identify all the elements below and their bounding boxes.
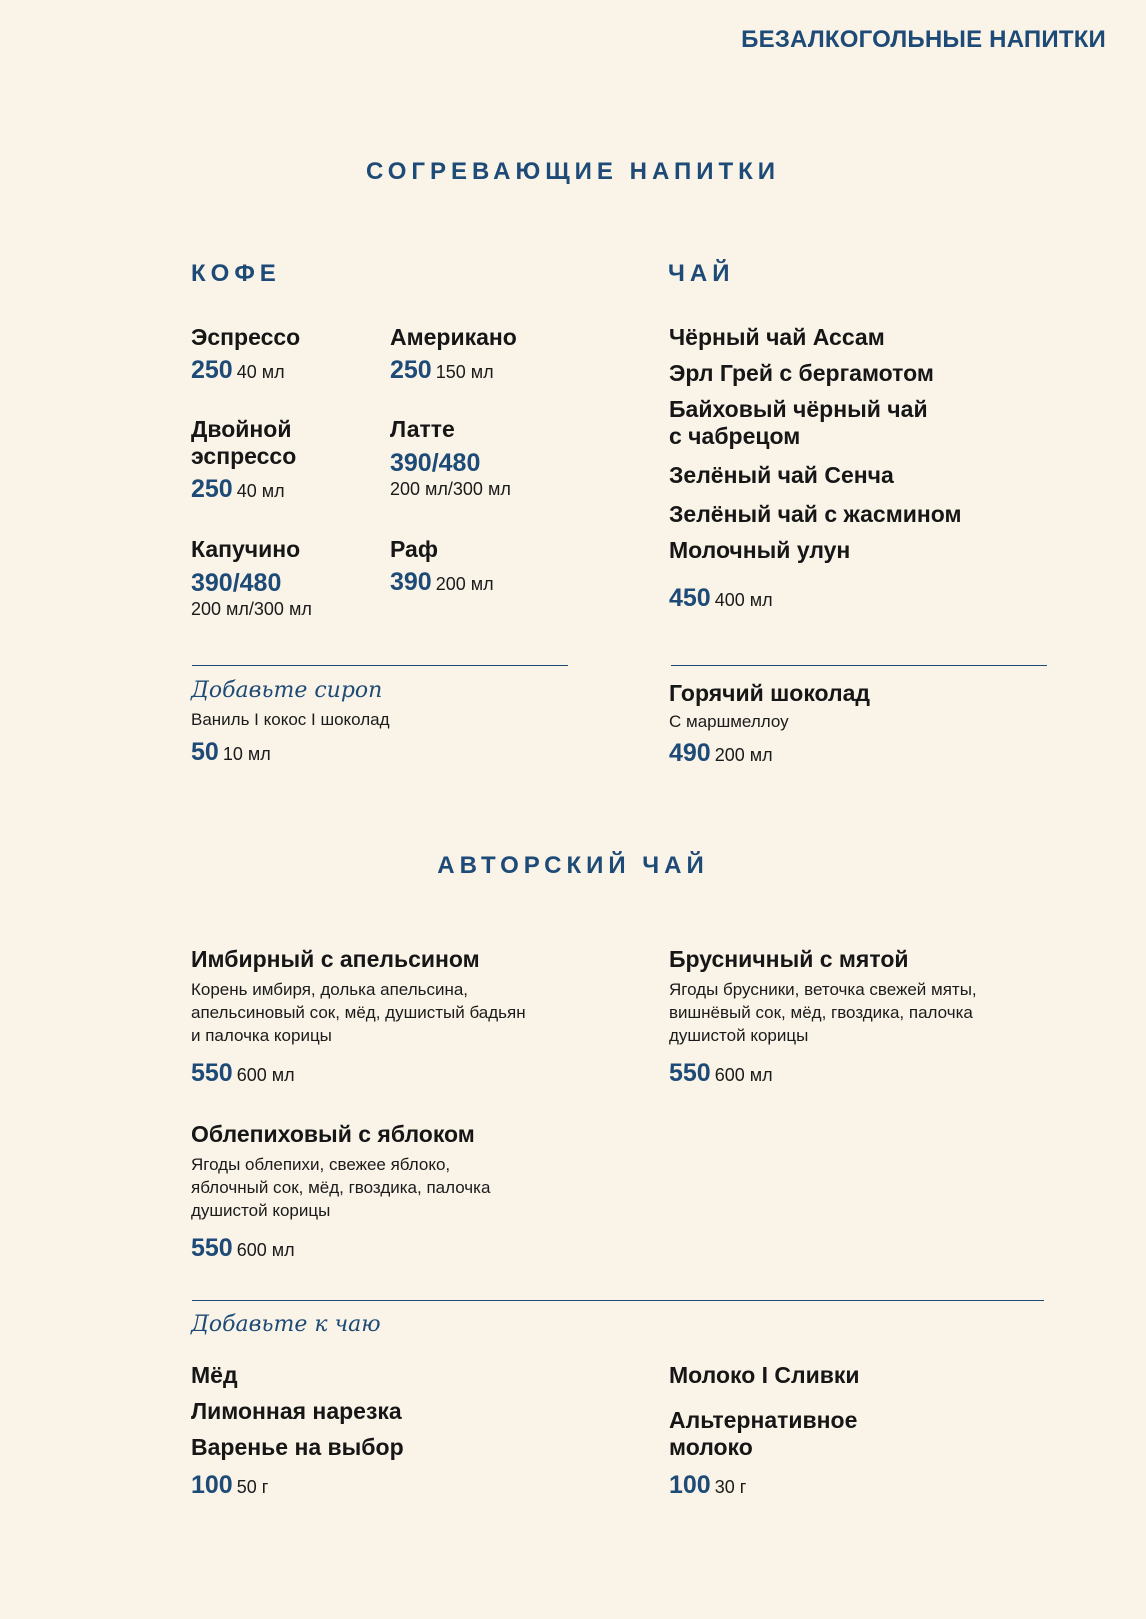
item-desc-line: и палочка корицы bbox=[191, 1026, 332, 1045]
divider bbox=[192, 1300, 1044, 1301]
addon-item: Молоко I Сливки bbox=[669, 1362, 860, 1388]
item-name: Горячий шоколад bbox=[669, 680, 871, 706]
item-volume: 600 мл bbox=[236, 1240, 295, 1260]
tea-price: 450 bbox=[669, 584, 711, 612]
item-volume: 600 мл bbox=[236, 1065, 295, 1085]
menu-item-ginger-tea bbox=[191, 946, 526, 1088]
item-price: 550 bbox=[669, 1059, 711, 1087]
tea-addons-left bbox=[191, 1362, 404, 1500]
item-price: 250 bbox=[191, 356, 233, 384]
addon-price: 100 bbox=[669, 1471, 711, 1499]
tea-item: Байховый чёрный чай bbox=[669, 396, 928, 422]
section-title-author-tea: АВТОРСКИЙ ЧАЙ bbox=[437, 852, 709, 879]
item-desc-line: Корень имбиря, долька апельсина, bbox=[191, 980, 469, 999]
menu-item-raf bbox=[390, 536, 494, 597]
menu-item-seabuckthorn-tea bbox=[191, 1121, 490, 1263]
page-category-title: БЕЗАЛКОГОЛЬНЫЕ НАПИТКИ bbox=[741, 26, 1106, 53]
addon-volume: 30 г bbox=[714, 1477, 747, 1497]
item-desc-line: вишнёвый сок, мёд, гвоздика, палочка bbox=[669, 1003, 973, 1022]
tea-item: Зелёный чай Сенча bbox=[669, 462, 894, 488]
menu-item-espresso bbox=[191, 324, 300, 385]
item-price: 250 bbox=[390, 356, 432, 384]
item-name: Имбирный с апельсином bbox=[191, 946, 480, 972]
item-name: Облепиховый с яблоком bbox=[191, 1121, 475, 1147]
addon-volume: 50 г bbox=[236, 1477, 269, 1497]
item-price: 490 bbox=[669, 739, 711, 767]
addon-price: 100 bbox=[191, 1471, 233, 1499]
tea-addons-right bbox=[669, 1362, 860, 1500]
menu-item-double-espresso bbox=[191, 416, 296, 504]
tea-item: Зелёный чай с жасмином bbox=[669, 501, 962, 527]
syrup-addon bbox=[191, 678, 390, 767]
syrup-options: Ваниль I кокос I шоколад bbox=[191, 710, 390, 729]
item-volume: 200 мл/300 мл bbox=[390, 479, 511, 499]
item-desc-line: Ягоды брусники, веточка свежей мяты, bbox=[669, 980, 977, 999]
addon-item: Лимонная нарезка bbox=[191, 1398, 402, 1424]
coffee-title: КОФЕ bbox=[191, 260, 281, 287]
item-name: Латте bbox=[390, 416, 455, 442]
item-name: Брусничный с мятой bbox=[669, 946, 909, 972]
item-desc-line: душистой корицы bbox=[191, 1201, 331, 1220]
item-name: Эспрессо bbox=[191, 324, 301, 350]
item-desc-line: апельсиновый сок, мёд, душистый бадьян bbox=[191, 1003, 526, 1022]
item-desc: С маршмеллоу bbox=[669, 712, 789, 731]
item-name: Раф bbox=[390, 536, 438, 562]
item-volume: 600 мл bbox=[714, 1065, 773, 1085]
item-price: 390/480 bbox=[191, 569, 282, 597]
syrup-price: 50 bbox=[191, 738, 219, 766]
syrup-volume: 10 мл bbox=[222, 744, 271, 764]
divider bbox=[671, 665, 1047, 666]
item-volume: 200 мл/300 мл bbox=[191, 599, 312, 619]
item-price: 550 bbox=[191, 1234, 233, 1262]
item-volume: 200 мл bbox=[714, 745, 773, 765]
item-volume: 40 мл bbox=[236, 362, 285, 382]
divider bbox=[192, 665, 568, 666]
tea-title: ЧАЙ bbox=[668, 260, 735, 287]
item-price: 390 bbox=[390, 568, 432, 596]
menu-item-cowberry-tea bbox=[669, 946, 977, 1088]
tea-item-continuation: с чабрецом bbox=[669, 423, 801, 449]
addon-item: Варенье на выбор bbox=[191, 1434, 404, 1460]
item-name-line2: эспрессо bbox=[191, 443, 297, 469]
item-desc-line: яблочный сок, мёд, гвоздика, палочка bbox=[191, 1178, 491, 1197]
tea-list bbox=[669, 324, 962, 613]
item-price: 550 bbox=[191, 1059, 233, 1087]
menu-item-americano bbox=[390, 324, 517, 385]
tea-volume: 400 мл bbox=[714, 590, 773, 610]
item-name: Американо bbox=[390, 324, 517, 350]
tea-item: Молочный улун bbox=[669, 537, 851, 563]
item-desc-line: Ягоды облепихи, свежее яблоко, bbox=[191, 1155, 451, 1174]
item-name: Капучино bbox=[191, 536, 301, 562]
menu-item-latte bbox=[390, 416, 511, 500]
item-volume: 40 мл bbox=[236, 481, 285, 501]
syrup-title: Добавьте сироп bbox=[191, 678, 383, 703]
item-name-line1: Двойной bbox=[191, 416, 292, 442]
tea-item: Эрл Грей с бергамотом bbox=[669, 360, 934, 386]
section-title-warming: СОГРЕВАЮЩИЕ НАПИТКИ bbox=[365, 158, 781, 185]
item-desc-line: душистой корицы bbox=[669, 1026, 809, 1045]
item-price: 250 bbox=[191, 475, 233, 503]
tea-addons-title: Добавьте к чаю bbox=[191, 1312, 381, 1337]
menu-item-cappuccino bbox=[191, 536, 312, 620]
item-volume: 200 мл bbox=[435, 574, 494, 594]
item-price: 390/480 bbox=[390, 449, 481, 477]
item-volume: 150 мл bbox=[435, 362, 494, 382]
tea-item: Чёрный чай Ассам bbox=[669, 324, 885, 350]
menu-item-hot-chocolate bbox=[669, 680, 870, 768]
addon-item-line1: Альтернативное bbox=[669, 1407, 858, 1433]
addon-item-line2: молоко bbox=[669, 1434, 753, 1460]
addon-item: Мёд bbox=[191, 1362, 238, 1388]
